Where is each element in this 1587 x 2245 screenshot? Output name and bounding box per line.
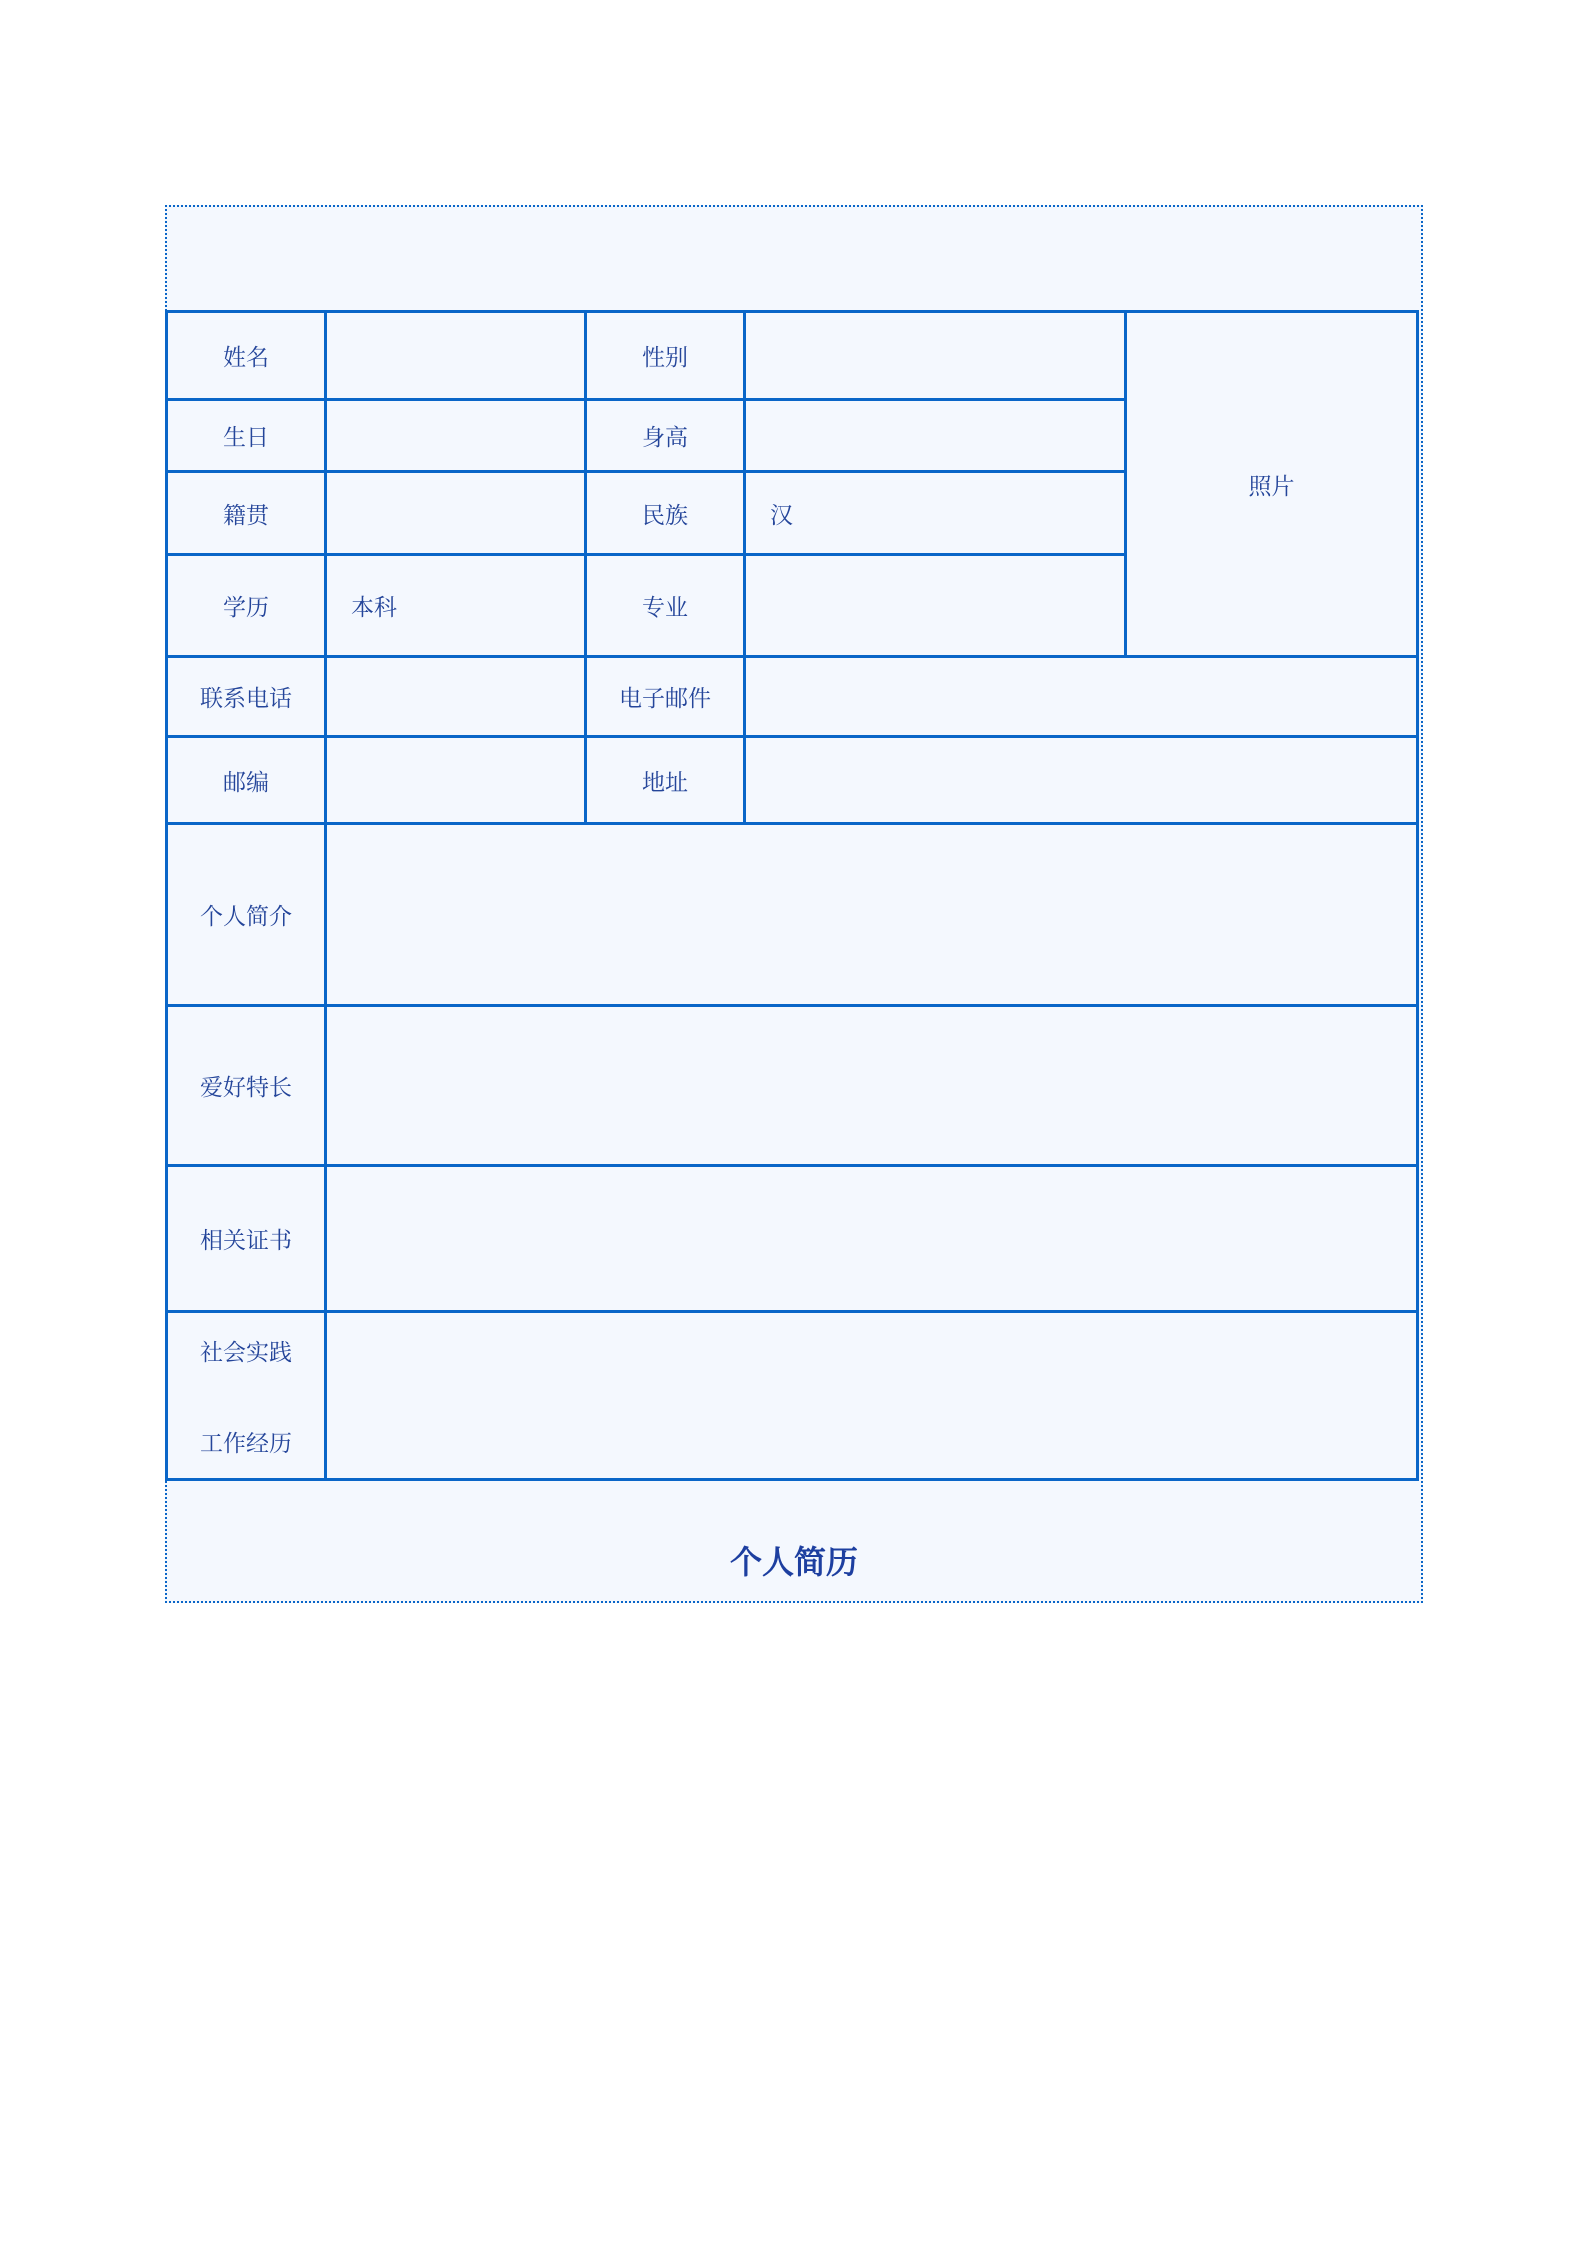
label-address: 地址 (584, 735, 746, 825)
label-practice-line2: 工作经历 (200, 1430, 292, 1457)
native-place-field[interactable] (324, 470, 587, 556)
certificates-field[interactable] (324, 1164, 1419, 1313)
major-field[interactable] (743, 553, 1127, 658)
address-field[interactable] (743, 735, 1419, 825)
label-postcode: 邮编 (165, 735, 327, 825)
label-major: 专业 (584, 553, 746, 658)
email-field[interactable] (743, 655, 1419, 738)
hobbies-field[interactable] (324, 1004, 1419, 1167)
practice-field[interactable] (324, 1310, 1419, 1481)
label-intro: 个人简介 (165, 822, 327, 1007)
intro-field[interactable] (324, 822, 1419, 1007)
height-field[interactable] (743, 398, 1127, 473)
education-field[interactable]: 本科 (324, 553, 587, 658)
gender-field[interactable] (743, 310, 1127, 401)
label-birthday: 生日 (165, 398, 327, 473)
page-title: 个人简历 (729, 1543, 858, 1581)
label-native-place: 籍贯 (165, 470, 327, 556)
phone-field[interactable] (324, 655, 587, 738)
label-phone: 联系电话 (165, 655, 327, 738)
label-certificates: 相关证书 (165, 1164, 327, 1313)
label-gender: 性别 (584, 310, 746, 401)
name-field[interactable] (324, 310, 587, 401)
photo-box[interactable]: 照片 (1124, 310, 1419, 658)
label-education: 学历 (165, 553, 327, 658)
label-email: 电子邮件 (584, 655, 746, 738)
label-name: 姓名 (165, 310, 327, 401)
birthday-field[interactable] (324, 398, 587, 473)
label-hobbies: 爱好特长 (165, 1004, 327, 1167)
ethnicity-field[interactable]: 汉 (743, 470, 1127, 556)
postcode-field[interactable] (324, 735, 587, 825)
label-height: 身高 (584, 398, 746, 473)
label-practice (165, 1310, 327, 1481)
label-practice-line1: 社会实践 (200, 1339, 292, 1366)
label-ethnicity: 民族 (584, 470, 746, 556)
